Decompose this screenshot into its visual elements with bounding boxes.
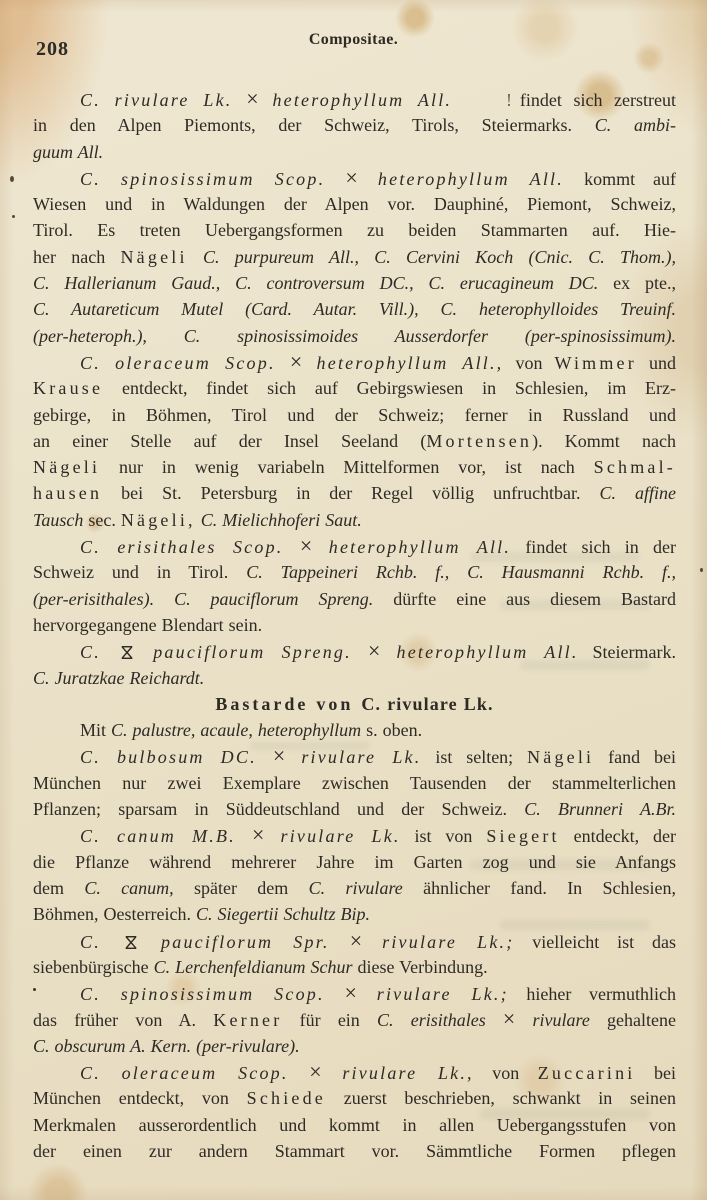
multiplication-sign: × xyxy=(345,164,358,190)
text-segment: rivulare Lk., xyxy=(321,1062,474,1083)
text-segment: C. palustre, acaule, heterophyllum xyxy=(111,720,362,741)
text-segment: C. Mielichhoferi Saut. xyxy=(200,509,362,530)
text-segment: rivulare Lk. xyxy=(285,747,422,768)
text-line xyxy=(33,165,676,191)
text-segment: C. Siegertii Schultz Bip. xyxy=(195,904,370,925)
text-segment: Zuccarini xyxy=(537,1062,636,1083)
text-segment: C. Brunneri A.Br. xyxy=(524,799,676,820)
text-segment: C. affine xyxy=(599,483,676,504)
text-segment: (per-heteroph.), C. spinosissimoides Ausserdorfer (per-spinosissimum). xyxy=(33,325,676,346)
text-segment: bei xyxy=(635,1062,676,1083)
text-segment: an einer Stelle auf der Insel Seeland ( xyxy=(33,430,427,451)
text-segment: heterophyllum All. xyxy=(312,537,512,558)
text-segment: C. purpureum All., C. Cervini Koch (Cnic. C. Thom.), xyxy=(202,246,677,267)
text-line xyxy=(33,559,676,585)
text-segment: hervorgegangene Blendart sein. xyxy=(33,614,263,635)
text-segment: rivulare Lk.; xyxy=(356,984,509,1005)
text-line xyxy=(33,638,676,664)
text-segment: Kerner xyxy=(213,1010,283,1031)
text-segment: Schiede xyxy=(246,1088,326,1109)
text-segment: C. Autareticum Mutel (Card. Autar. Vill.), C. heterophylloides Treuinf. xyxy=(33,299,676,320)
text-segment: C. canum, xyxy=(84,877,174,898)
page-number: 208 xyxy=(36,38,69,60)
text-line xyxy=(33,217,676,243)
text-line xyxy=(33,1059,676,1085)
text-segment: ist von xyxy=(400,826,487,847)
text-segment: pauciflorum Spr. xyxy=(140,931,350,952)
text-segment: Bastarde von xyxy=(215,693,362,714)
text-segment: bei St. Petersburg in der Regel völlig unfruchtbar. xyxy=(102,483,600,504)
text-line xyxy=(33,507,676,533)
multiplication-sign: × xyxy=(502,1006,516,1032)
text-segment: heterophyllum All. xyxy=(357,168,585,189)
text-segment: Schweiz und in Tirol. xyxy=(33,562,247,583)
text-segment: Merkmalen ausserordentlich und kommt in allen Uebergangsstufen von xyxy=(33,1114,676,1135)
paper-speck xyxy=(700,568,703,572)
text-segment: der einen zur andern Stammart vor. Sämmtliche Formen pflegen xyxy=(33,1140,676,1161)
text-segment: pauciflorum Spreng. xyxy=(137,642,368,663)
running-header: Compositae. xyxy=(308,31,399,48)
text-segment: ähnlicher fand. In Schlesien, xyxy=(402,877,676,898)
text-line xyxy=(33,454,676,480)
text-segment: von xyxy=(473,1062,538,1083)
text-segment: Tausch xyxy=(33,509,84,530)
text-segment: Siegert xyxy=(486,826,560,847)
text-segment: gehaltene xyxy=(589,1010,676,1031)
hybrid-sign-icon xyxy=(119,645,135,660)
text-line xyxy=(33,270,676,296)
multiplication-sign: × xyxy=(309,1058,322,1084)
text-line xyxy=(33,928,676,954)
text-segment: Wimmer xyxy=(554,352,637,373)
text-line xyxy=(33,533,676,559)
text-segment: hieher vermuthlich xyxy=(508,984,677,1005)
text-line xyxy=(33,901,676,927)
text-segment: Tirol. Es treten Uebergangsformen zu beiden Stammarten auf. Hie- xyxy=(33,220,676,241)
text-segment: München nur zwei Exemplare zwischen Tausenden der stammelterlichen xyxy=(33,772,676,793)
text-line xyxy=(33,480,676,506)
text-line xyxy=(33,191,676,217)
text-segment: C. rivulare Lk. xyxy=(361,693,494,714)
text-segment: dürfte eine aus diesem Bastard xyxy=(373,588,676,609)
text-segment: Wiesen und in Waldungen der Alpen vor. Dauphiné, Piemont, Schweiz, xyxy=(33,194,676,215)
text-line xyxy=(33,244,676,270)
text-line xyxy=(33,954,676,980)
multiplication-sign: × xyxy=(367,638,381,664)
text-segment: C. Juratzkae Reichardt. xyxy=(33,667,205,688)
multiplication-sign: × xyxy=(289,348,303,374)
text-segment: dem xyxy=(33,877,85,898)
text-line xyxy=(33,612,676,638)
text-segment: C. Hallerianum Gaud., C. controversum DC., C. erucagineum DC. xyxy=(33,273,614,294)
text-segment: kommt auf xyxy=(584,168,676,189)
text-segment: C. xyxy=(80,931,121,952)
multiplication-sign: × xyxy=(349,927,363,953)
text-line xyxy=(33,665,676,691)
multiplication-sign: × xyxy=(252,822,265,848)
text-segment: rivulare xyxy=(515,1010,590,1031)
text-segment: zuerst beschrieben, schwankt in seinen xyxy=(326,1088,676,1109)
multiplication-sign: × xyxy=(246,86,259,111)
text-segment: vielleicht ist das xyxy=(514,931,677,952)
text-segment: Nägeli xyxy=(120,246,188,267)
multiplication-sign: × xyxy=(344,980,357,1006)
text-segment: C. xyxy=(80,642,118,663)
text-line xyxy=(33,796,676,822)
section-heading xyxy=(33,691,676,717)
text-segment: für ein xyxy=(282,1010,378,1031)
text-segment: findet sich in der xyxy=(511,537,677,558)
text-segment: C. spinosissimum Scop. xyxy=(80,168,346,189)
text-line xyxy=(33,349,676,375)
text-segment xyxy=(188,247,203,267)
text-line xyxy=(33,323,676,349)
text-segment: später dem xyxy=(173,877,309,898)
text-segment: findet sich zerstreut xyxy=(519,90,676,110)
text-line xyxy=(33,1085,676,1111)
text-line xyxy=(33,875,676,901)
text-segment: ex pte., xyxy=(613,273,677,294)
text-segment: nur in wenig variabeln Mittelformen vor, ist nach xyxy=(100,457,594,478)
text-segment: Nägeli xyxy=(33,457,101,478)
text-segment: die Pflanze während mehrerer Jahre im Garten zog und sie Anfangs xyxy=(33,851,676,872)
text-segment: her nach xyxy=(33,246,121,267)
paper-speck xyxy=(10,176,14,182)
text-segment: hausen xyxy=(33,483,103,504)
text-segment: C. erisithales Scop. xyxy=(80,537,300,558)
text-block xyxy=(33,86,676,1164)
text-segment: C. bulbosum DC. xyxy=(80,747,273,768)
text-segment: rivulare Lk.; xyxy=(362,931,515,952)
text-segment: ist selten; xyxy=(421,747,528,768)
text-segment: siebenbürgische xyxy=(33,956,154,977)
text-line xyxy=(33,717,676,743)
text-line xyxy=(33,770,676,796)
text-segment: von xyxy=(503,352,555,373)
text-segment: Mortensen xyxy=(426,430,533,451)
paper-speck xyxy=(12,215,15,218)
text-line xyxy=(33,1138,676,1164)
text-segment: Nägeli, xyxy=(120,509,196,530)
text-line xyxy=(33,86,676,112)
text-segment: Schmal- xyxy=(593,457,676,478)
text-line xyxy=(33,1006,676,1032)
text-segment: München entdeckt, von xyxy=(33,1088,247,1109)
text-segment: C. Lerchenfeldianum Schur xyxy=(153,956,353,977)
text-segment: in den Alpen Piemonts, der Schweiz, Tirols, Steiermarks. xyxy=(33,115,595,136)
text-segment: ). Kommt nach xyxy=(532,430,676,451)
text-segment: fand bei xyxy=(594,747,676,768)
text-line xyxy=(33,112,676,138)
text-segment: C. canum M.B. xyxy=(80,826,252,847)
text-segment: das früher von A. xyxy=(33,1010,214,1031)
text-line xyxy=(33,980,676,1006)
text-segment: Mit xyxy=(80,720,112,741)
text-segment: guum All. xyxy=(33,141,104,162)
text-segment: heterophyllum All. xyxy=(258,90,466,110)
text-segment: diese Verbindung. xyxy=(352,956,488,977)
text-segment: sec. xyxy=(83,509,121,530)
text-segment: Pflanzen; sparsam in Süddeutschland und der Schweiz. xyxy=(33,799,525,820)
printers-mark: ! xyxy=(506,90,511,110)
text-line xyxy=(33,1112,676,1138)
text-segment: und xyxy=(636,352,676,373)
text-segment: Böhmen, Oesterreich. xyxy=(33,904,196,925)
text-segment: C. oleraceum Scop. xyxy=(80,352,290,373)
text-line xyxy=(33,402,676,428)
multiplication-sign: × xyxy=(299,533,313,559)
multiplication-sign: × xyxy=(272,743,286,769)
text-segment: C. obscurum A. Kern. (per-rivulare). xyxy=(33,1035,300,1056)
text-line xyxy=(33,822,676,848)
text-line xyxy=(33,139,676,165)
text-segment: heterophyllum All., xyxy=(302,352,504,373)
hybrid-sign-icon xyxy=(123,935,139,950)
text-segment: C. rivulare Lk. xyxy=(80,90,247,110)
text-line xyxy=(33,743,676,769)
text-segment: Krause xyxy=(33,378,104,399)
text-segment: gebirge, in Böhmen, Tirol und der Schweiz; ferner in Russland und xyxy=(33,404,676,425)
text-segment: C. spinosissimum Scop. xyxy=(80,984,345,1005)
text-segment: C. oleraceum Scop. xyxy=(80,1062,310,1083)
text-line xyxy=(33,1033,676,1059)
text-line xyxy=(33,586,676,612)
text-line xyxy=(33,296,676,322)
text-segment: Steiermark. xyxy=(578,642,677,663)
text-segment: C. rivulare xyxy=(308,877,403,898)
text-line xyxy=(33,849,676,875)
text-segment: entdeckt, der xyxy=(559,826,676,847)
text-segment: rivulare Lk. xyxy=(264,826,401,847)
text-line xyxy=(33,375,676,401)
text-segment: s. oben. xyxy=(361,720,423,741)
text-segment: C. erisithales xyxy=(377,1010,503,1031)
text-segment: heterophyllum All. xyxy=(380,642,579,663)
text-segment: (per-erisithales). C. pauciflorum Spreng. xyxy=(33,588,374,609)
text-segment: C. Tappeineri Rchb. f., C. Hausmanni Rchb. f., xyxy=(246,562,676,583)
text-segment: C. ambi- xyxy=(594,115,677,136)
text-line xyxy=(33,428,676,454)
text-segment: entdeckt, findet sich auf Gebirgswiesen in Schlesien, im Erz- xyxy=(103,378,676,399)
text-segment: Nägeli xyxy=(527,747,595,768)
